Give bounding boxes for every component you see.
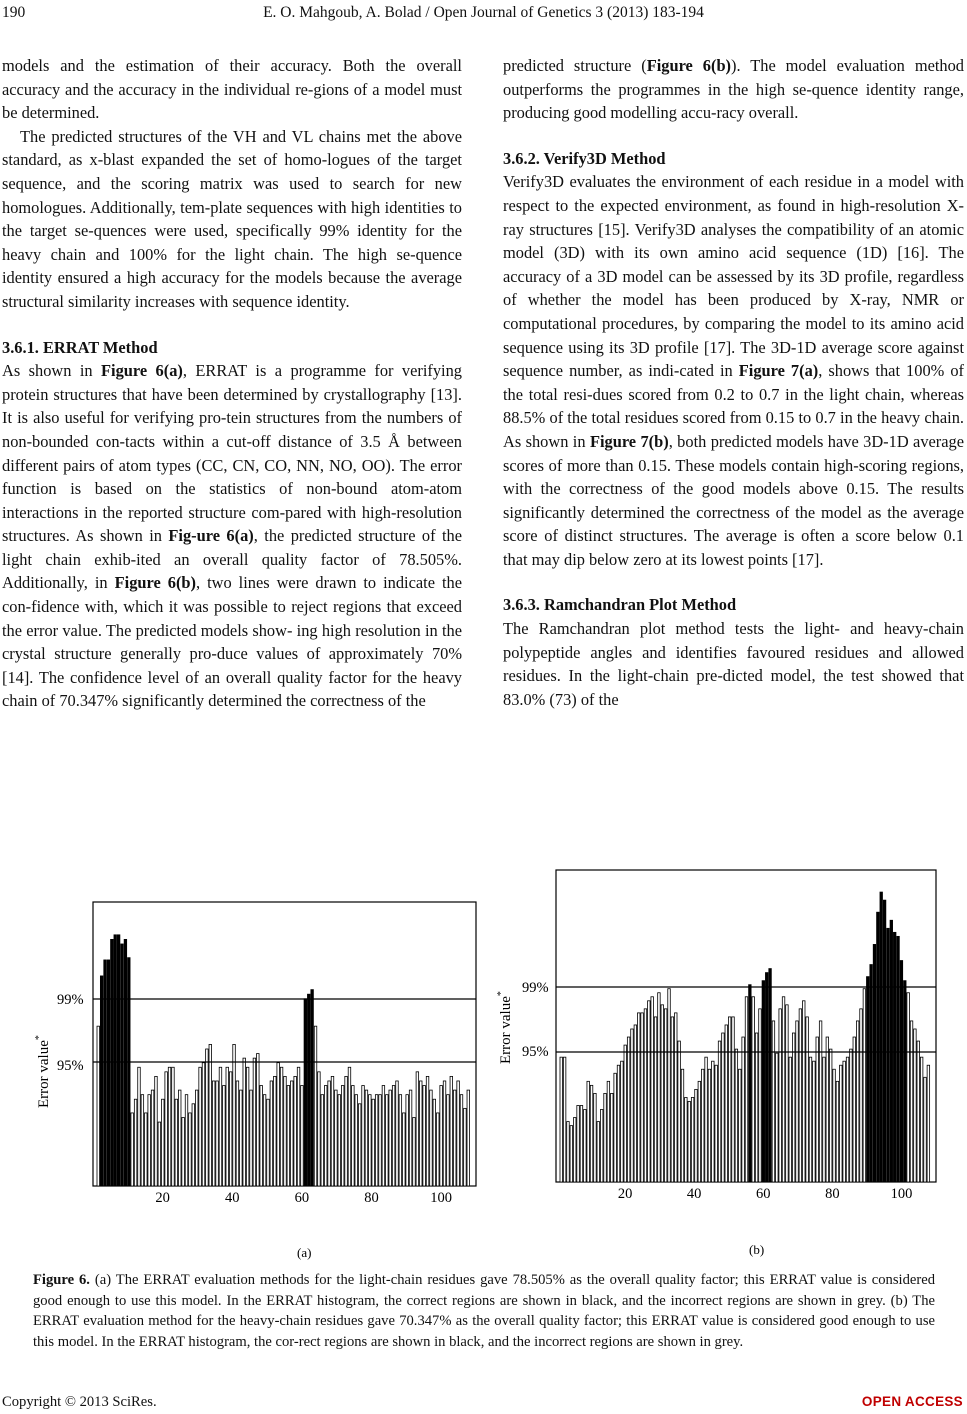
x-tick-label: 40: [225, 1190, 240, 1206]
histogram-bar: [168, 1067, 171, 1186]
histogram-bar: [420, 1081, 423, 1186]
histogram-bar: [890, 920, 892, 1182]
page-header: [0, 4, 967, 28]
histogram-bar: [688, 1101, 690, 1182]
histogram-bar: [749, 985, 751, 1182]
histogram-bar: [681, 1069, 683, 1182]
histogram-bar: [840, 1065, 842, 1182]
histogram-bar: [216, 1081, 219, 1186]
histogram-bar: [597, 1122, 599, 1182]
histogram-bar: [413, 1118, 416, 1187]
histogram-bar: [695, 1089, 697, 1182]
histogram-bar: [175, 1099, 178, 1186]
open-access-badge: OPEN ACCESS: [861, 1394, 963, 1409]
histogram-bar: [563, 1057, 565, 1182]
histogram-bar: [920, 1057, 922, 1182]
caption-text: (a) The ERRAT evaluation methods for the light-chain residues gave 78.505% as the overall quality factor; this ERRAT value is considered good enough to use this model. In the ERRAT histogram, the correct regions are shown in black, and the incorrect regions are shown in grey. (b) The ERRAT evaluation method for the heavy-chain residues gave 70.347% as the overall quality factor; this ERRAT value is considered good enough to use this model. In the ERRAT histogram, the cor-rect regions are shown in black, and the incorrect regions are shown in grey.: [33, 1272, 935, 1350]
histogram-bar: [823, 1057, 825, 1182]
histogram-bar: [240, 1090, 243, 1186]
histogram-bar: [209, 1044, 212, 1186]
paragraph: [2, 359, 462, 713]
histogram-bar: [772, 1021, 774, 1182]
histogram-bar: [701, 1069, 703, 1182]
figure-reference: Figure 6(a): [101, 361, 183, 381]
panel-label-b: (b): [749, 1242, 765, 1257]
histogram-bar: [664, 1009, 666, 1182]
histogram-bar: [229, 1072, 232, 1186]
histogram-bar: [460, 1095, 463, 1186]
paragraph: models and the estimation of their accuracy. Both the overall accuracy and the accuracy in the individual re-gions of a model must be determined.: [2, 56, 462, 123]
histogram-bar: [155, 1076, 158, 1186]
histogram-bar: [584, 1110, 586, 1182]
page-number: 190: [2, 4, 26, 21]
histogram-bar: [423, 1086, 426, 1186]
histogram-bar: [917, 1041, 919, 1182]
histogram-bar: [883, 900, 885, 1182]
histogram-bar: [345, 1076, 348, 1186]
histogram-bar: [100, 976, 103, 1186]
histogram-bar: [145, 1113, 148, 1186]
histogram-bar: [685, 1097, 687, 1182]
text-run: , shows that 100% of the total resi-dues scored from 0.2 to 0.7 in the light chain, whereas 88.5% of the total residues scored from 0.15 to 0.7 in the heavy chain. As shown in: [503, 361, 964, 451]
histogram-bar: [826, 1037, 828, 1182]
histogram-bar: [762, 981, 764, 1182]
x-tick-label: 20: [617, 1186, 633, 1202]
histogram-bar: [457, 1081, 460, 1186]
histogram-bar: [806, 1017, 808, 1182]
histogram-bar: [634, 1025, 636, 1182]
histogram-bar: [267, 1099, 270, 1186]
x-tick-label: 100: [430, 1190, 453, 1206]
histogram-bar: [379, 1095, 382, 1186]
histogram-bar: [570, 1126, 572, 1182]
histogram-bar: [927, 1065, 929, 1182]
histogram-bar: [897, 936, 899, 1182]
panel-label-a: (a): [297, 1245, 312, 1260]
histogram-bar: [440, 1086, 443, 1186]
histogram-bar: [873, 944, 875, 1182]
histogram-bar: [162, 1099, 165, 1186]
chart-panel-a: [34, 902, 476, 1260]
histogram-bar: [698, 1081, 700, 1182]
histogram-bar: [590, 1085, 592, 1182]
histogram-bar: [206, 1049, 209, 1186]
histogram-bar: [128, 958, 131, 1186]
right-column: [503, 54, 964, 711]
x-tick-label: 20: [155, 1190, 170, 1206]
paragraph: The predicted structures of the VH and VL chains met the above standard, as x-blast expanded the set of homo-logues of the target sequence, and the scoring matrix was used to search for new homologues. Additionally, tem-plate sequences with high identities to the target se-quences were used, specifically 99% identity for the heavy chain and 100% for the light chain. The high se-quence identity ensured a high accuracy for the models because the average structural similarity increases with sequence identity.: [2, 126, 462, 311]
histogram-bar: [560, 1057, 562, 1182]
histogram-bar: [600, 1110, 602, 1182]
histogram-bar: [624, 1045, 626, 1182]
histogram-bar: [436, 1113, 439, 1186]
histogram-bar: [796, 1021, 798, 1182]
histogram-bar: [114, 935, 117, 1186]
histogram-bar: [304, 999, 307, 1186]
histogram-bar: [819, 1021, 821, 1182]
left-column: [2, 54, 462, 713]
histogram-bar: [611, 1093, 613, 1182]
histogram-bar: [904, 981, 906, 1182]
histogram-bar: [165, 1072, 168, 1186]
histogram-bar: [604, 1093, 606, 1182]
figure-reference: Figure 6(b): [646, 56, 732, 75]
histogram-bar: [803, 1001, 805, 1182]
histogram-bar: [358, 1104, 361, 1186]
histogram-bar: [846, 1057, 848, 1182]
histogram-bar: [614, 1073, 616, 1182]
histogram-bar: [406, 1095, 409, 1186]
histogram-bar: [202, 1063, 205, 1186]
histogram-bar: [352, 1086, 355, 1186]
histogram-bar: [742, 1037, 744, 1182]
histogram-bar: [426, 1076, 429, 1186]
histogram-bar: [182, 1118, 185, 1187]
histogram-bar: [111, 939, 114, 1186]
histogram-bar: [362, 1086, 365, 1186]
histogram-bar: [297, 1067, 300, 1186]
histogram-bar: [260, 1086, 263, 1186]
section-heading-verify3d: 3.6.2. Verify3D Method: [503, 148, 666, 168]
histogram-bar: [443, 1081, 446, 1186]
histogram-bar: [430, 1090, 433, 1186]
text-run: ). The model evaluation method outperforms the programmes in the high se-quence identity range, producing good modelling accu-racy overall.: [503, 56, 964, 123]
histogram-bar: [678, 1041, 680, 1182]
line-label-99: 99%: [522, 980, 549, 996]
histogram-bar: [338, 1095, 341, 1186]
histogram-bar: [236, 1081, 239, 1186]
copyright: Copyright © 2013 SciRes.: [2, 1394, 157, 1410]
histogram-bar: [348, 1067, 351, 1186]
histogram-bar: [97, 1026, 100, 1186]
histogram-bar: [433, 1099, 436, 1186]
histogram-bar: [117, 935, 120, 1186]
histogram-bar: [372, 1099, 375, 1186]
histogram-bar: [715, 1065, 717, 1182]
histogram-bar: [151, 1090, 154, 1186]
x-tick-label: 40: [686, 1186, 702, 1202]
histogram-bar: [450, 1076, 453, 1186]
histogram-bar: [786, 1005, 788, 1182]
histogram-bar: [277, 1063, 280, 1186]
histogram-bar: [294, 1076, 297, 1186]
histogram-bar: [189, 1113, 192, 1186]
histogram-bar: [705, 1057, 707, 1182]
histogram-bar: [233, 1044, 236, 1186]
x-tick-label: 60: [756, 1186, 771, 1202]
histogram-bar: [621, 1061, 623, 1182]
histogram-bar: [910, 1021, 912, 1182]
histogram-bar: [907, 993, 909, 1182]
histogram-bar: [853, 1037, 855, 1182]
histogram-bar: [253, 1058, 256, 1186]
histogram-bar: [728, 1017, 730, 1182]
histogram-bar: [856, 1021, 858, 1182]
histogram-bar: [257, 1054, 260, 1186]
histogram-bar: [924, 1077, 926, 1182]
histogram-bar: [732, 1017, 734, 1182]
x-tick-label: 80: [825, 1186, 840, 1202]
histogram-bar: [331, 1076, 334, 1186]
text-run: As shown in: [2, 361, 102, 381]
histogram-bar: [792, 1033, 794, 1182]
histogram-bar: [124, 939, 127, 1186]
histogram-bar: [382, 1086, 385, 1186]
histogram-bar: [577, 1105, 579, 1182]
histogram-bar: [567, 1122, 569, 1182]
histogram-bar: [219, 1067, 222, 1186]
histogram-bar: [887, 928, 889, 1182]
histogram-bar: [718, 1041, 720, 1182]
histogram-bar: [464, 1108, 467, 1186]
histogram-bar: [722, 1033, 724, 1182]
histogram-bar: [637, 1013, 639, 1182]
histogram-bar: [829, 1049, 831, 1182]
histogram-bar: [185, 1095, 188, 1186]
line-label-95: 95%: [57, 1058, 84, 1074]
histogram-bar: [782, 997, 784, 1182]
histogram-bar: [580, 1105, 582, 1182]
histogram-bar: [867, 977, 869, 1182]
histogram-bar: [212, 1081, 215, 1186]
histogram-bar: [880, 892, 882, 1182]
histogram-bar: [658, 993, 660, 1182]
histogram-bar: [321, 1095, 324, 1186]
histogram-bar: [280, 1067, 283, 1186]
histogram-bar: [141, 1095, 144, 1186]
histogram-bar: [759, 1009, 761, 1182]
histogram-bar: [573, 1118, 575, 1182]
histogram-bar: [900, 961, 902, 1182]
histogram-bar: [776, 1053, 778, 1182]
histogram-bar: [893, 932, 895, 1182]
histogram-bar: [843, 1061, 845, 1182]
y-axis-label: Error value*: [34, 1035, 52, 1108]
figure-reference: Fig-ure 6(a): [168, 526, 254, 546]
histogram-bar: [627, 1037, 629, 1182]
histogram-bar: [138, 1067, 141, 1186]
histogram-bar: [799, 1009, 801, 1182]
histogram-bar: [641, 1013, 643, 1182]
paragraph: [503, 170, 964, 571]
histogram-bar: [755, 1033, 757, 1182]
histogram-bar: [287, 1086, 290, 1186]
histogram-bar: [712, 1061, 714, 1182]
histogram-bar: [318, 1072, 321, 1186]
figure-6: [0, 868, 967, 1260]
histogram-bar: [131, 1113, 134, 1186]
histogram-bar: [365, 1090, 368, 1186]
histogram-bar: [301, 1086, 304, 1186]
figure-reference: Figure 6(b): [114, 573, 196, 593]
histogram-bar: [809, 1057, 811, 1182]
histogram-bar: [369, 1095, 372, 1186]
histogram-bar: [416, 1072, 419, 1186]
histogram-bar: [274, 1076, 277, 1186]
paragraph: [503, 54, 964, 125]
figure-reference: Figure 7(a): [738, 361, 819, 381]
histogram-bar: [192, 1104, 195, 1186]
histogram-bar: [270, 1081, 273, 1186]
histogram-bar: [607, 1081, 609, 1182]
histogram-bar: [172, 1067, 175, 1186]
histogram-bar: [617, 1065, 619, 1182]
histogram-bar: [386, 1095, 389, 1186]
histogram-bar: [644, 1009, 646, 1182]
histogram-bar: [648, 1001, 650, 1182]
histogram-bar: [789, 1057, 791, 1182]
histogram-bar: [668, 989, 670, 1182]
histogram-bar: [392, 1086, 395, 1186]
histogram-bar: [651, 997, 653, 1182]
histogram-bar: [355, 1095, 358, 1186]
histogram-bar: [195, 1090, 198, 1186]
histogram-bar: [199, 1067, 202, 1186]
text-run: predicted structure (: [503, 56, 647, 75]
text-run: , two lines were drawn to indicate the con-fidence with, which it was possible to reject regions that exceed the error value. The predicted models show- ing high resolution in the crystal structure generally pro-duce values of approximately 70% [14]. The confidence level of an overall quality factor for the heavy chain of 70.347% significantly determined the correctness of the: [2, 573, 462, 711]
histogram-bar: [226, 1067, 229, 1186]
histogram-bar: [243, 1058, 246, 1186]
histogram-bar: [671, 1017, 673, 1182]
histogram-bar: [121, 944, 124, 1186]
histogram-bar: [661, 1005, 663, 1182]
histogram-bar: [375, 1095, 378, 1186]
histogram-bar: [291, 1081, 294, 1186]
histogram-bar: [328, 1081, 331, 1186]
histogram-bar: [399, 1095, 402, 1186]
histogram-bar: [870, 965, 872, 1182]
histogram-bar: [246, 1067, 249, 1186]
y-axis-label: Error value*: [496, 991, 514, 1064]
histogram-bar: [708, 1069, 710, 1182]
x-tick-label: 80: [364, 1190, 379, 1206]
histogram-bar: [769, 969, 771, 1182]
histogram-bar: [836, 1081, 838, 1182]
histogram-bar: [263, 1095, 266, 1186]
histogram-bar: [691, 1097, 693, 1182]
text-run: , ERRAT is a programme for verifying protein structures that have been determined by crystallography [13]. It is also useful for verifying pro-tein structures from the numbers of non-bounded con-tacts within a cut-off distance of 3.5 Å between different pairs of atom types (CC, CN, CO, NN, NO, OO). The error function is based on the statistics of non-bound atom-atom interactions in the reported structure com-pared with high-resolution structures. As shown in: [2, 361, 463, 546]
running-title: E. O. Mahgoub, A. Bolad / Open Journal of Genetics 3 (2013) 183-194: [263, 4, 704, 21]
histogram-bar: [765, 973, 767, 1182]
text-run: , the predicted structure of the light chain exhib-ited an overall quality factor of 78.505%. Additionally, in: [2, 526, 462, 593]
histogram-bar: [447, 1095, 450, 1186]
histogram-bar: [752, 997, 754, 1182]
histogram-bar: [284, 1076, 287, 1186]
histogram-bar: [587, 1081, 589, 1182]
histogram-bar: [739, 1069, 741, 1182]
text-run: Verify3D evaluates the environment of each residue in a model with respect to the expected environment, as found in high-resolution X-ray structures [15]. Verify3D analyses the compatibility of an atomic model (3D) with its own amino acid sequence (1D) [16]. The accuracy of a 3D model can be assessed by its 3D profile, regardless of whether the model has been produced by X-ray, NMR or computational procedures, by comparing the model to its amino acid sequence using its 3D profile [17]. The 3D-1D average score against sequence number, as indi-cated in: [503, 172, 964, 381]
histogram-bar: [779, 1009, 781, 1182]
chart-panel-b: [496, 870, 936, 1257]
histogram-bar: [107, 960, 110, 1186]
histogram-bar: [654, 1017, 656, 1182]
histogram-bar: [725, 1025, 727, 1182]
x-tick-label: 100: [890, 1186, 913, 1202]
section-heading-errat: 3.6.1. ERRAT Method: [2, 337, 158, 357]
histogram-bar: [594, 1093, 596, 1182]
histogram-bar: [877, 912, 879, 1182]
histogram-bar: [307, 994, 310, 1186]
histogram-bar: [409, 1090, 412, 1186]
figure-reference: Figure 7(b): [589, 431, 669, 451]
histogram-bar: [675, 1013, 677, 1182]
line-label-95: 95%: [522, 1044, 549, 1060]
histogram-bar: [158, 1122, 161, 1186]
text-run: , both predicted models have 3D-1D average scores of more than 0.15. These models contain high-scoring regions, with the correctness of the good models above 0.15. The results significantly determined the correctness of the model as the average score of distinct structures. The average is often a score below 0.1 that may dip below zero at its lowest points [17].: [503, 431, 964, 569]
histogram-bar: [467, 1090, 470, 1186]
errat-charts: [0, 868, 967, 1260]
histogram-bar: [396, 1081, 399, 1186]
histogram-bar: [324, 1086, 327, 1186]
histogram-bar: [863, 989, 865, 1182]
histogram-bar: [453, 1090, 456, 1186]
histogram-bar: [850, 1049, 852, 1182]
figure-caption: [33, 1270, 935, 1352]
caption-label: Figure 6.: [33, 1272, 90, 1288]
histogram-bar: [389, 1090, 392, 1186]
histogram-bar: [134, 1099, 137, 1186]
paragraph: The Ramchandran plot method tests the light- and heavy-chain polypeptide angles and identifies favoured residues and allowed residues. In the light-chain pre-dicted model, the test showed that 83.0% (73) of the: [503, 619, 964, 709]
histogram-bar: [104, 960, 107, 1186]
histogram-bar: [148, 1095, 151, 1186]
section-heading-ramachandran: 3.6.3. Ramchandran Plot Method: [503, 595, 737, 615]
histogram-bar: [223, 1086, 226, 1186]
histogram-bar: [735, 1049, 737, 1182]
histogram-bar: [341, 1086, 344, 1186]
histogram-bar: [335, 1090, 338, 1186]
line-label-99: 99%: [57, 992, 84, 1008]
histogram-bar: [178, 1090, 181, 1186]
histogram-bar: [403, 1113, 406, 1186]
histogram-bar: [311, 990, 314, 1186]
histogram-bar: [813, 1061, 815, 1182]
histogram-bar: [250, 1090, 253, 1186]
histogram-bar: [860, 1009, 862, 1182]
histogram-bar: [745, 997, 747, 1182]
x-tick-label: 60: [294, 1190, 310, 1206]
histogram-bar: [816, 1037, 818, 1182]
histogram-bar: [833, 1069, 835, 1182]
histogram-bar: [314, 1026, 317, 1186]
